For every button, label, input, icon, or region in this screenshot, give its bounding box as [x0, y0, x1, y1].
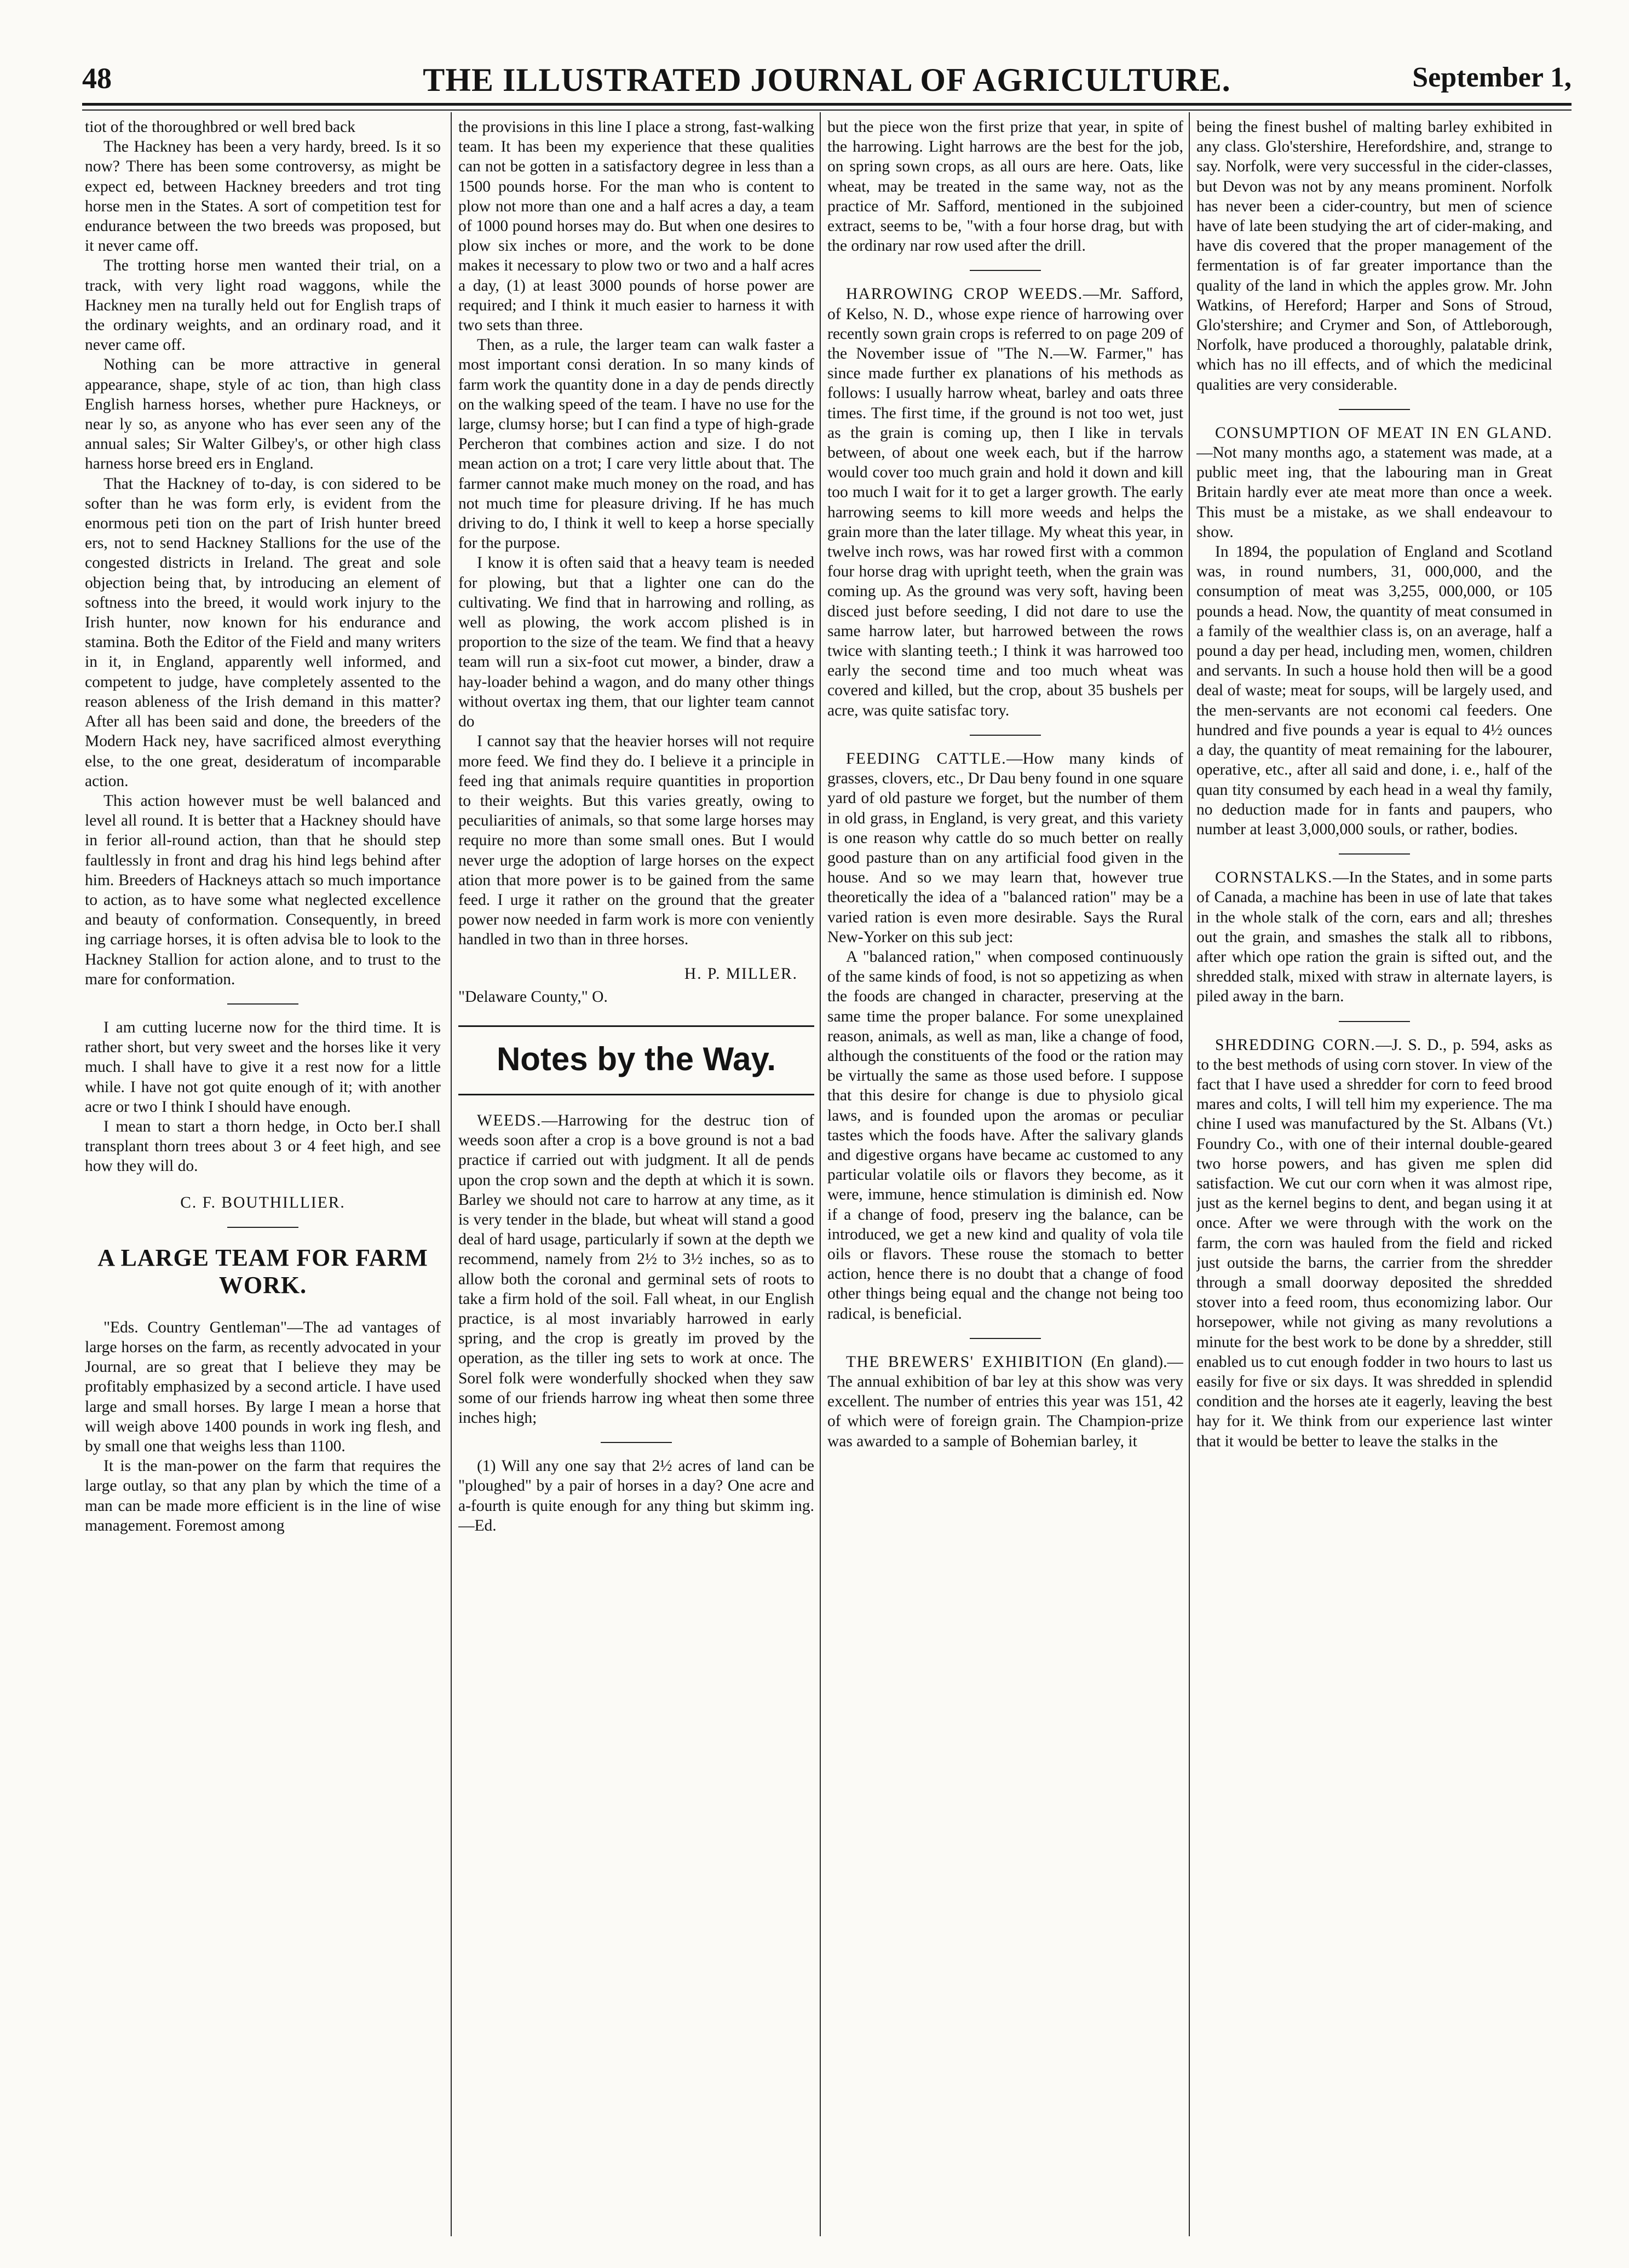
paragraph [827, 1352, 1183, 1451]
paragraph-keyword: HARROWING CROP WEEDS. [846, 285, 1083, 303]
paragraph: The trotting horse men wanted their trial, on a track, with very light road waggons, while the Hackney men na turally held out for English traps of the ordinary weights, and an ordinary road, and it never came off. [85, 257, 441, 354]
footnote: (1) Will any one say that 2½ acres of land can be "ploughed" by a pair of horses in a day? One acre and a-fourth is quite enough for any thing but skimm ing.—Ed. [458, 1457, 814, 1534]
paragraph: "Eds. Country Gentleman"—The ad vantages of large horses on the farm, as recently advocated in your Journal, are so great that I believe they may be profitably emphasized by a second article. I have used large and small horses. By large I mean a horse that will weigh above 1400 pounds in work ing flesh, and by small one that weighs less than 1100. [85, 1318, 441, 1455]
separator-rule [970, 1338, 1041, 1339]
page-header [82, 61, 1572, 100]
author-signature: C. F. BOUTHILLIER. [180, 1193, 346, 1211]
paragraph-keyword: FEEDING CATTLE. [846, 749, 1007, 767]
paragraph: That the Hackney of to-day, is con sidered to be softer than he was form erly, is evident from the enormous peti tion on the part of Irish hunter breed ers, not to send Hackney Stallions for the use of the congested districts in Ireland. The great and sole objection being that, by introducing an element of softness into the breed, it would work injury to the Irish hunter, now known for his endurance and stamina. Both the Editor of the Field and many writers in it, in England, apparently well informed, and competent to judge, have completely assented to the reason ableness of the Irish demand in this matter? After all has been said and done, the breeders of the Modern Hack ney, have sacrificed almost everything else, to the one great, desideratum of incomparable action. [85, 475, 441, 790]
paragraph-body: —How many kinds of grasses, clovers, etc., Dr Dau beny found in one square yard of old pasture we forget, but the number of them in old grass, in England, is very great, and this variety is one reason why cattle do so much better on really good pasture than on any artificial food given in the house. And so we may learn that, however true theoretically the idea of a "balanced ration" may be a varied ration is even more desirable. Says the Rural New-Yorker on this sub ject: [827, 749, 1183, 946]
dateline: "Delaware County," O. [458, 988, 608, 1006]
paragraph-body: (En gland).—The annual exhibition of bar ley at this show was very excellent. The number of entries this year was 151, 42 of which were of foreign grain. The Champion-prize was awarded to a sample of Bohemian barley, it [827, 1353, 1183, 1450]
separator-rule [970, 270, 1041, 271]
article-heading: A LARGE TEAM FOR FARM WORK. [97, 1244, 428, 1299]
paragraph [827, 284, 1183, 720]
column-divider [820, 112, 821, 2236]
paragraph: I am cutting lucerne now for the third time. It is rather short, but very sweet and the horses like it very much. I shall have to give it a rest now for a little while. I have not got quite enough of it; with another acre or two I think I should have enough. [85, 1018, 441, 1116]
paragraph-keyword: WEEDS. [477, 1111, 542, 1129]
separator-rule [601, 1442, 672, 1443]
paragraph-keyword: CONSUMPTION OF MEAT IN EN GLAND. [1215, 424, 1552, 442]
page-number: 48 [82, 62, 112, 95]
paragraph-keyword: SHREDDING CORN. [1215, 1036, 1376, 1054]
column-3 [827, 117, 1183, 2247]
paragraph [1196, 423, 1552, 542]
author-signature: H. P. MILLER. [684, 965, 798, 983]
column-4 [1196, 117, 1552, 2247]
journal-title: THE ILLUSTRATED JOURNAL OF AGRICULTURE. [423, 62, 1231, 98]
separator-rule [1339, 853, 1410, 855]
column-1 [85, 117, 441, 2247]
paragraph-body: —In the States, and in some parts of Canada, a machine has been in use of late that takes in the whole stalk of the corn, ears and all; threshes out the grain, and smashes the stalk all to ribbons, after which ope ration the grain is sifted out, and the shredded stalk, mixed with straw in alternate layers, is piled away in the barn. [1196, 869, 1552, 1006]
separator-rule [1339, 1021, 1410, 1022]
paragraph: being the finest bushel of malting barley exhibited in any class. Glo'stershire, Herefordshire, and, strange to say. Norfolk, were very successful in the cider-classes, but Devon was not by any means prominent. Norfolk has never been a cider-country, but men of science have of late been studying the art of cider-making, and have dis covered that the proper management of the fermentation is of far greater importance than the quality of the land in which the apples grow. Mr. John Watkins, of Hereford; Harper and Sons of Stroud, Glo'stershire; and Crymer and Son, of Attleborough, Norfolk, have produced a thoroughly, palatable drink, which has no ill effects, and of which the medicinal qualities are very considerable. [1196, 118, 1552, 394]
paragraph: This action however must be well balanced and level all round. It is better that a Hackney should have in ferior all-round action, than that he should step faultlessly in front and drag his hind legs behind after him. Breeders of Hackneys attach so much importance to action, as to have some what neglected excellence and beauty of conformation. Consequently, in breed ing carriage horses, it is often advisa ble to look to the Hackney Stallion for action alone, and to trust to the mare for conformation. [85, 792, 441, 988]
paragraph-body: —Mr. Safford, of Kelso, N. D., whose expe rience of harrowing over recently sown grain crops is referred to on page 209 of the November issue of "The N.—W. Farmer," has since made further ex planations of his methods as follows: I usually harrow wheat, barley and oats three times. The first time, if the ground is not too wet, just as the grain is coming up, then I like in tervals between, of about one week each, but if the harrow would cover too much grain and hold it down and kill too much I wait for it to get a larger growth. The early harrowing seems to kill more weeds and helps the grain more than the later tillage. My wheat this year, in twelve inch rows, was har rowed first with a common four horse drag with upright teeth, when the grain was coming up. As the ground was very soft, having been disced just before seeding, I did not dare to use the same harrow later, but harrowed between the rows twice with slanting teeth.; I think it was harrowed too early the second time and too much wheat was covered and killed, but the crop, about 35 bushels per acre, was quite satisfac tory. [827, 285, 1183, 719]
section-title: Notes by the Way. [458, 1025, 814, 1095]
paragraph-keyword: CORNSTALKS. [1215, 869, 1333, 887]
paragraph-body: —J. S. D., p. 594, asks as to the best methods of using corn stover. In view of the fact that I have used a shredder for corn to feed brood mares and colts, I will tell him my experience. The ma chine I used was manufactured by the St. Albans (Vt.) Foundry Co., with one of their internal double-geared two horse powers, and has given me splen did satisfaction. We cut our corn when it was almost ripe, just as the kernel begins to dent, and began using it at once. After we were through with the work on the farm, the corn was hauled from the field and ricked just outside the barns, the carrier from the shredder through a small doorway deposited the shredded stover into a feed room, thus economizing labor. Our horsepower, while not giving as many revolutions a minute for the best work to be done by a shredder, still enabled us to cut enough fodder in two hours to last us easily for five or six days. It was shredded in splendid condition and the horses ate it eagerly, leaving the best hay for it. We think from our experience last winter that it would be better to leave the stalks in the [1196, 1036, 1552, 1450]
header-rule-thin [82, 109, 1572, 111]
separator-rule [227, 1003, 298, 1005]
paragraph: tiot of the thoroughbred or well bred back [85, 118, 355, 136]
column-divider [1189, 112, 1190, 2236]
separator-rule [227, 1227, 298, 1228]
paragraph [1196, 1035, 1552, 1451]
paragraph: but the piece won the first prize that year, in spite of the harrowing. Light harrows are the best for the job, on spring sown crops, as all ours are here. Oats, like wheat, may be treated in the same way, not as the practice of Mr. Safford, mentioned in the subjoined extract, seems to be, "with a four horse drag, but with the ordinary nar row used after the drill. [827, 118, 1183, 255]
paragraph [1196, 868, 1552, 1006]
issue-date: September 1, [1412, 62, 1572, 93]
paragraph-body: —Not many months ago, a statement was made, at a public meet ing, that the labouring man in Great Britain hardly ever ate meat more than once a week. This must be a mistake, as we shall endeavour to show. [1196, 444, 1552, 541]
paragraph: I cannot say that the heavier horses will not require more feed. We find they do. I believe it a principle in feed ing that animals require quantities in proportion to their weights. But this varies greatly, owing to peculiarities of animals, so that some large horses may require no more than some small ones. But I would never urge the adoption of large horses on the expect ation that more power is to be gained from the same feed. I urge it rather on the ground that the greater power now needed in farm work is more con veniently handled in two than in three horses. [458, 732, 814, 949]
paragraph [458, 1111, 814, 1428]
paragraph-keyword: THE BREWERS' EXHIBITION [846, 1353, 1084, 1371]
paragraph: Nothing can be more attractive in general appearance, shape, style of ac tion, than high class English harness horses, whether pure Hackneys, or near ly so, as anyone who has ever seen any of the annual sales; Sir Walter Gilbey's, or other high class harness horse breed ers in England. [85, 356, 441, 473]
paragraph: I mean to start a thorn hedge, in Octo ber.I shall transplant thorn trees about 3 or 4 feet high, and see how they will do. [85, 1117, 441, 1175]
paragraph: Then, as a rule, the larger team can walk faster a most important consi deration. In so many kinds of farm work the quantity done in a day de pends directly on the walking speed of the team. I have no use for the large, clumsy horse; but I can find a type of high-grade Percheron that combines action and size. I do not mean action on a trot; I care very little about that. The farmer cannot make much money on the road, and has not much time for pleasure driving. If he has much driving to do, I think it well to keep a horse specially for the purpose. [458, 336, 814, 552]
paragraph: In 1894, the population of England and Scotland was, in round numbers, 31, 000,000, and the consumption of meat was 3,255, 000,000, or 105 pounds a head. Now, the quantity of meat consumed in a family of the wealthier class is, on an average, half a pound a day per head, including men, women, children and servants. In such a house hold then will be a good deal of waste; meat for soups, will be largely used, and the men-servants are not economi cal feeders. One hundred and five pounds a year is equal to 4½ ounces a day, the quantity of meat remaining for the labourer, operative, etc., after all said and done, i. e., half of the quan tity consumed by each head in a weal thy family, no deduction made for in fants and paupers, who number at least 3,000,000 souls, or rather, bodies. [1196, 543, 1552, 838]
separator-rule [970, 735, 1041, 736]
paragraph: I know it is often said that a heavy team is needed for plowing, but that a lighter one can do the cultivating. We find that in harrowing and rolling, as well as plowing, the work accom plished is in proportion to the size of the team. We find that a heavy team will run a six-foot cut mower, a binder, draw a hay-loader behind a wagon, and do many other things without overtax ing them, that our lighter team cannot do [458, 554, 814, 731]
paragraph [827, 749, 1183, 947]
paragraph-body: —Harrowing for the destruc tion of weeds soon after a crop is a bove ground is not a bad practice if carried out with judgment. It all de pends upon the crop sown and the depth at which it is sown. Barley we should not care to harrow at any time, as it is very tender in the blade, but wheat will stand a good deal of hard usage, particularly if sown at the depth we recommend, namely from 2½ to 3½ inches, so as to allow both the coronal and germinal sets of roots to take a firm hold of the soil. Fall wheat, in our English practice, is al most invariably harrowed in early spring, and the crop is greatly im proved by the operation, as the tiller ing sets to work at once. The Sorel folk were wonderfully shocked when they saw some of our friends harrow ing wheat then some three inches high; [458, 1111, 814, 1427]
column-2 [458, 117, 814, 2247]
paragraph: the provisions in this line I place a strong, fast-walking team. It has been my experience that these qualities can not be gotten in a satisfactory degree in less than a 1500 pounds horse. For the man who is content to plow not more than one and a half acres a day, a team of 1000 pound horses may do. But when one desires to plow six inches or more, and the work to be done makes it necessary to plow two or two and a half acres a day, (1) at least 3000 pounds of horse power are required; and I think it much easier to harness it with two sets than three. [458, 118, 814, 334]
paragraph: The Hackney has been a very hardy, breed. Is it so now? There has been some controversy, as might be expect ed, between Hackney breeders and trot ting horse men in the States. A sort of competition test for endurance between the two breeds was proposed, but it never came off. [85, 138, 441, 255]
paragraph: It is the man-power on the farm that requires the large outlay, so that any plan by which the time of a man can be made more efficient is in the line of wise management. Foremost among [85, 1457, 441, 1534]
column-divider [451, 112, 452, 2236]
paragraph: A "balanced ration," when composed continuously of the same kinds of food, is not so appetizing as when the foods are changed in character, preserving at the same time the proper balance. For some unexplained reason, animals, as well as man, like a change of food, although the constituents of the food or the ration may be virtually the same as those used before. I suppose that this desire for change is due to physiolo gical laws, and is founded upon the aromas or peculiar tastes which the foods have. After the salivary glands and digestive organs have became ac customed to any particular volatile oils or flavors they become, as it were, immune, hence stimulation is diminish ed. Now if a change of food, preserv ing the balance, can be introduced, we get a new kind and quality of vola tile oils or flavors. These rouse the stomach to better action, hence there is no doubt that a change of food other things being equal and the change not being too radical, is beneficial. [827, 948, 1183, 1323]
header-rule-thick [82, 103, 1572, 106]
separator-rule [1339, 409, 1410, 410]
